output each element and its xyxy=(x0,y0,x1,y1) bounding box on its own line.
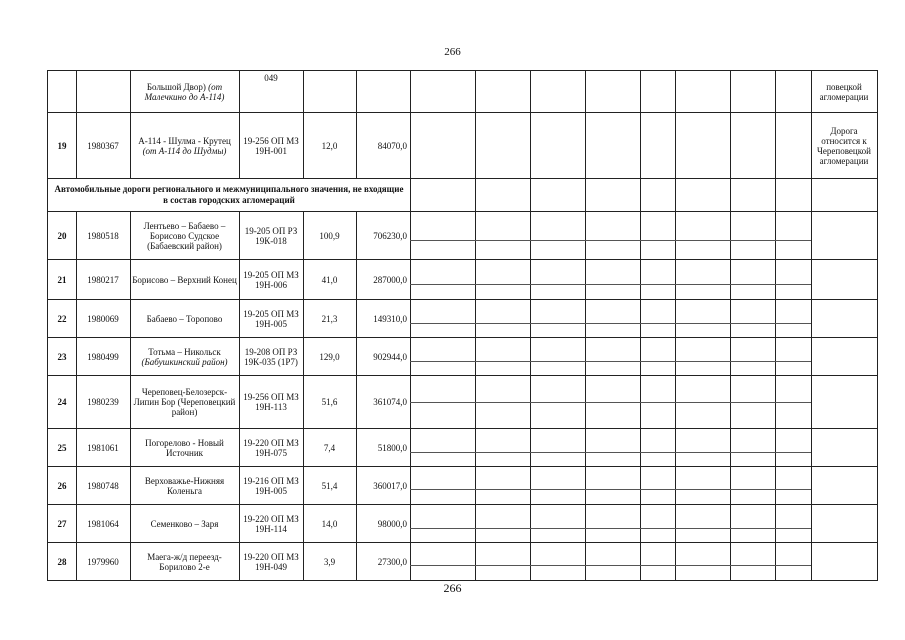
cell-cost: 360017,0 xyxy=(373,480,407,491)
cell-code: 1980367 xyxy=(87,140,119,151)
column-rule xyxy=(239,212,240,580)
table-row-20 xyxy=(48,212,877,260)
cell-id: 19-220 ОП МЗ 19Н-049 xyxy=(243,551,299,572)
cell-code: 1980748 xyxy=(87,480,119,491)
table-row-21 xyxy=(48,260,877,300)
cell-name: Погорелово - Новый Источник xyxy=(145,437,224,458)
table-row-19 xyxy=(48,113,877,179)
section-row xyxy=(48,179,877,212)
sub-rule xyxy=(410,361,811,362)
cell-code: 1980518 xyxy=(87,230,119,241)
cell-name: А-114 - Шулма - Крутец (от А-114 до Шудмы) xyxy=(138,135,231,156)
cell-length: 41,0 xyxy=(321,274,338,285)
cell-note: Дорога относится к Череповецкой агломерации xyxy=(817,125,871,166)
table-row-27 xyxy=(48,505,877,543)
sub-rule xyxy=(410,565,811,566)
cell-num: 20 xyxy=(57,230,67,241)
cell-num: 26 xyxy=(57,480,67,491)
cell-length: 7,4 xyxy=(323,442,336,453)
column-rule xyxy=(640,71,641,580)
sub-rule xyxy=(410,323,811,324)
cell-length: 100,9 xyxy=(319,230,340,241)
column-rule xyxy=(410,71,411,580)
cell-cost: 706230,0 xyxy=(373,230,407,241)
cell-num: 23 xyxy=(57,351,67,362)
cell-num: 24 xyxy=(57,397,67,407)
cell-id: 19-220 ОП МЗ 19Н-114 xyxy=(243,513,299,534)
cell-num: 28 xyxy=(57,556,67,567)
column-rule xyxy=(76,212,77,580)
cell-name: Лентьево – Бабаево – Борисово Судское (Бабаевский район) xyxy=(143,220,226,251)
table-row-23 xyxy=(48,338,877,376)
column-rule xyxy=(76,71,77,179)
table-row-22 xyxy=(48,300,877,338)
cell-cost: 27300,0 xyxy=(377,556,407,567)
sub-rule xyxy=(410,528,811,529)
column-rule xyxy=(530,71,531,580)
cell-num: 25 xyxy=(57,442,67,453)
cell-cost: 84070,0 xyxy=(377,140,407,151)
cell-cost: 361074,0 xyxy=(373,397,407,407)
column-rule xyxy=(775,71,776,580)
cell-num: 19 xyxy=(57,140,67,151)
column-rule xyxy=(130,71,131,179)
cell-num: 22 xyxy=(57,313,67,324)
cell-code: 1980069 xyxy=(87,313,119,324)
column-rule xyxy=(811,71,812,580)
sub-rule xyxy=(410,452,811,453)
cell-length: 3,9 xyxy=(323,556,336,567)
cell-cost: 51800,0 xyxy=(377,442,407,453)
cell-id: 19-216 ОП МЗ 19Н-005 xyxy=(243,475,299,496)
cell-length: 14,0 xyxy=(321,518,338,529)
page-number-top: 266 xyxy=(444,46,461,58)
sub-rule xyxy=(410,489,811,490)
cell-id: 19-205 ОП РЗ 19К-018 xyxy=(244,225,298,246)
cell-name: Семенково – Заря xyxy=(150,518,219,529)
page-number-bottom: 266 xyxy=(443,581,462,595)
cell-name: Борисово – Верхний Конец xyxy=(132,274,237,285)
cell-name: Большой Двор) (от Малечкино до А-114) xyxy=(144,81,225,102)
section-title: Автомобильные дороги регионального и межмуниципального значения, не входящие в состав городских агломераций xyxy=(54,184,404,205)
cell-id: 19-256 ОП МЗ 19Н-001 xyxy=(243,135,299,156)
cell-id: 19-205 ОП МЗ 19Н-006 xyxy=(243,269,299,290)
cell-cost: 902944,0 xyxy=(373,351,407,362)
cell-note: повецкой агломерации xyxy=(819,81,869,102)
cell-id: 19-256 ОП МЗ 19Н-113 xyxy=(243,392,299,412)
column-rule xyxy=(585,71,586,580)
cell-num: 21 xyxy=(57,274,67,285)
column-rule xyxy=(239,71,240,179)
cell-num: 27 xyxy=(57,518,67,529)
cell-cost: 149310,0 xyxy=(373,313,407,324)
cell-length: 51,6 xyxy=(321,397,338,407)
cell-name: Бабаево – Торопово xyxy=(146,313,223,324)
cell-code: 1980217 xyxy=(87,274,119,285)
cell-name: Маега-ж/д переезд-Борилово 2-е xyxy=(147,551,222,572)
table-row-26 xyxy=(48,467,877,505)
column-rule xyxy=(356,71,357,179)
cell-code: 1979960 xyxy=(87,556,119,567)
cell-cost: 98000,0 xyxy=(377,518,407,529)
cell-length: 129,0 xyxy=(319,351,340,362)
column-rule xyxy=(303,212,304,580)
column-rule xyxy=(730,71,731,580)
cell-length: 21,3 xyxy=(321,313,338,324)
sub-rule xyxy=(410,402,811,403)
cell-id: 19-208 ОП РЗ 19К-035 (1Р7) xyxy=(244,346,298,367)
table-row-28 xyxy=(48,543,877,580)
cell-code: 1980239 xyxy=(87,397,119,407)
cell-id: 19-220 ОП МЗ 19Н-075 xyxy=(243,437,299,458)
cell-id: 049 xyxy=(264,73,278,83)
roads-table xyxy=(47,70,878,581)
cell-name: Тотьма – Никольск (Бабушкинский район) xyxy=(141,346,228,367)
sub-rule xyxy=(410,240,811,241)
cell-cost: 287000,0 xyxy=(373,274,407,285)
cell-code: 1981061 xyxy=(87,442,119,453)
table-row-continuation xyxy=(48,71,877,113)
sub-rule xyxy=(410,284,811,285)
column-rule xyxy=(130,212,131,580)
cell-name: Череповец-Белозерск-Липин Бор (Череповецкий район) xyxy=(133,387,236,417)
cell-name: Верховажье-Нижняя Коленьга xyxy=(144,475,225,496)
column-rule xyxy=(475,71,476,580)
column-rule xyxy=(303,71,304,179)
column-rule xyxy=(356,212,357,580)
cell-code: 1981064 xyxy=(87,518,119,529)
cell-length: 12,0 xyxy=(321,140,338,151)
table-row-25 xyxy=(48,429,877,467)
cell-id: 19-205 ОП МЗ 19Н-005 xyxy=(243,308,299,329)
cell-code: 1980499 xyxy=(87,351,119,362)
cell-length: 51,4 xyxy=(321,480,338,491)
column-rule xyxy=(675,71,676,580)
